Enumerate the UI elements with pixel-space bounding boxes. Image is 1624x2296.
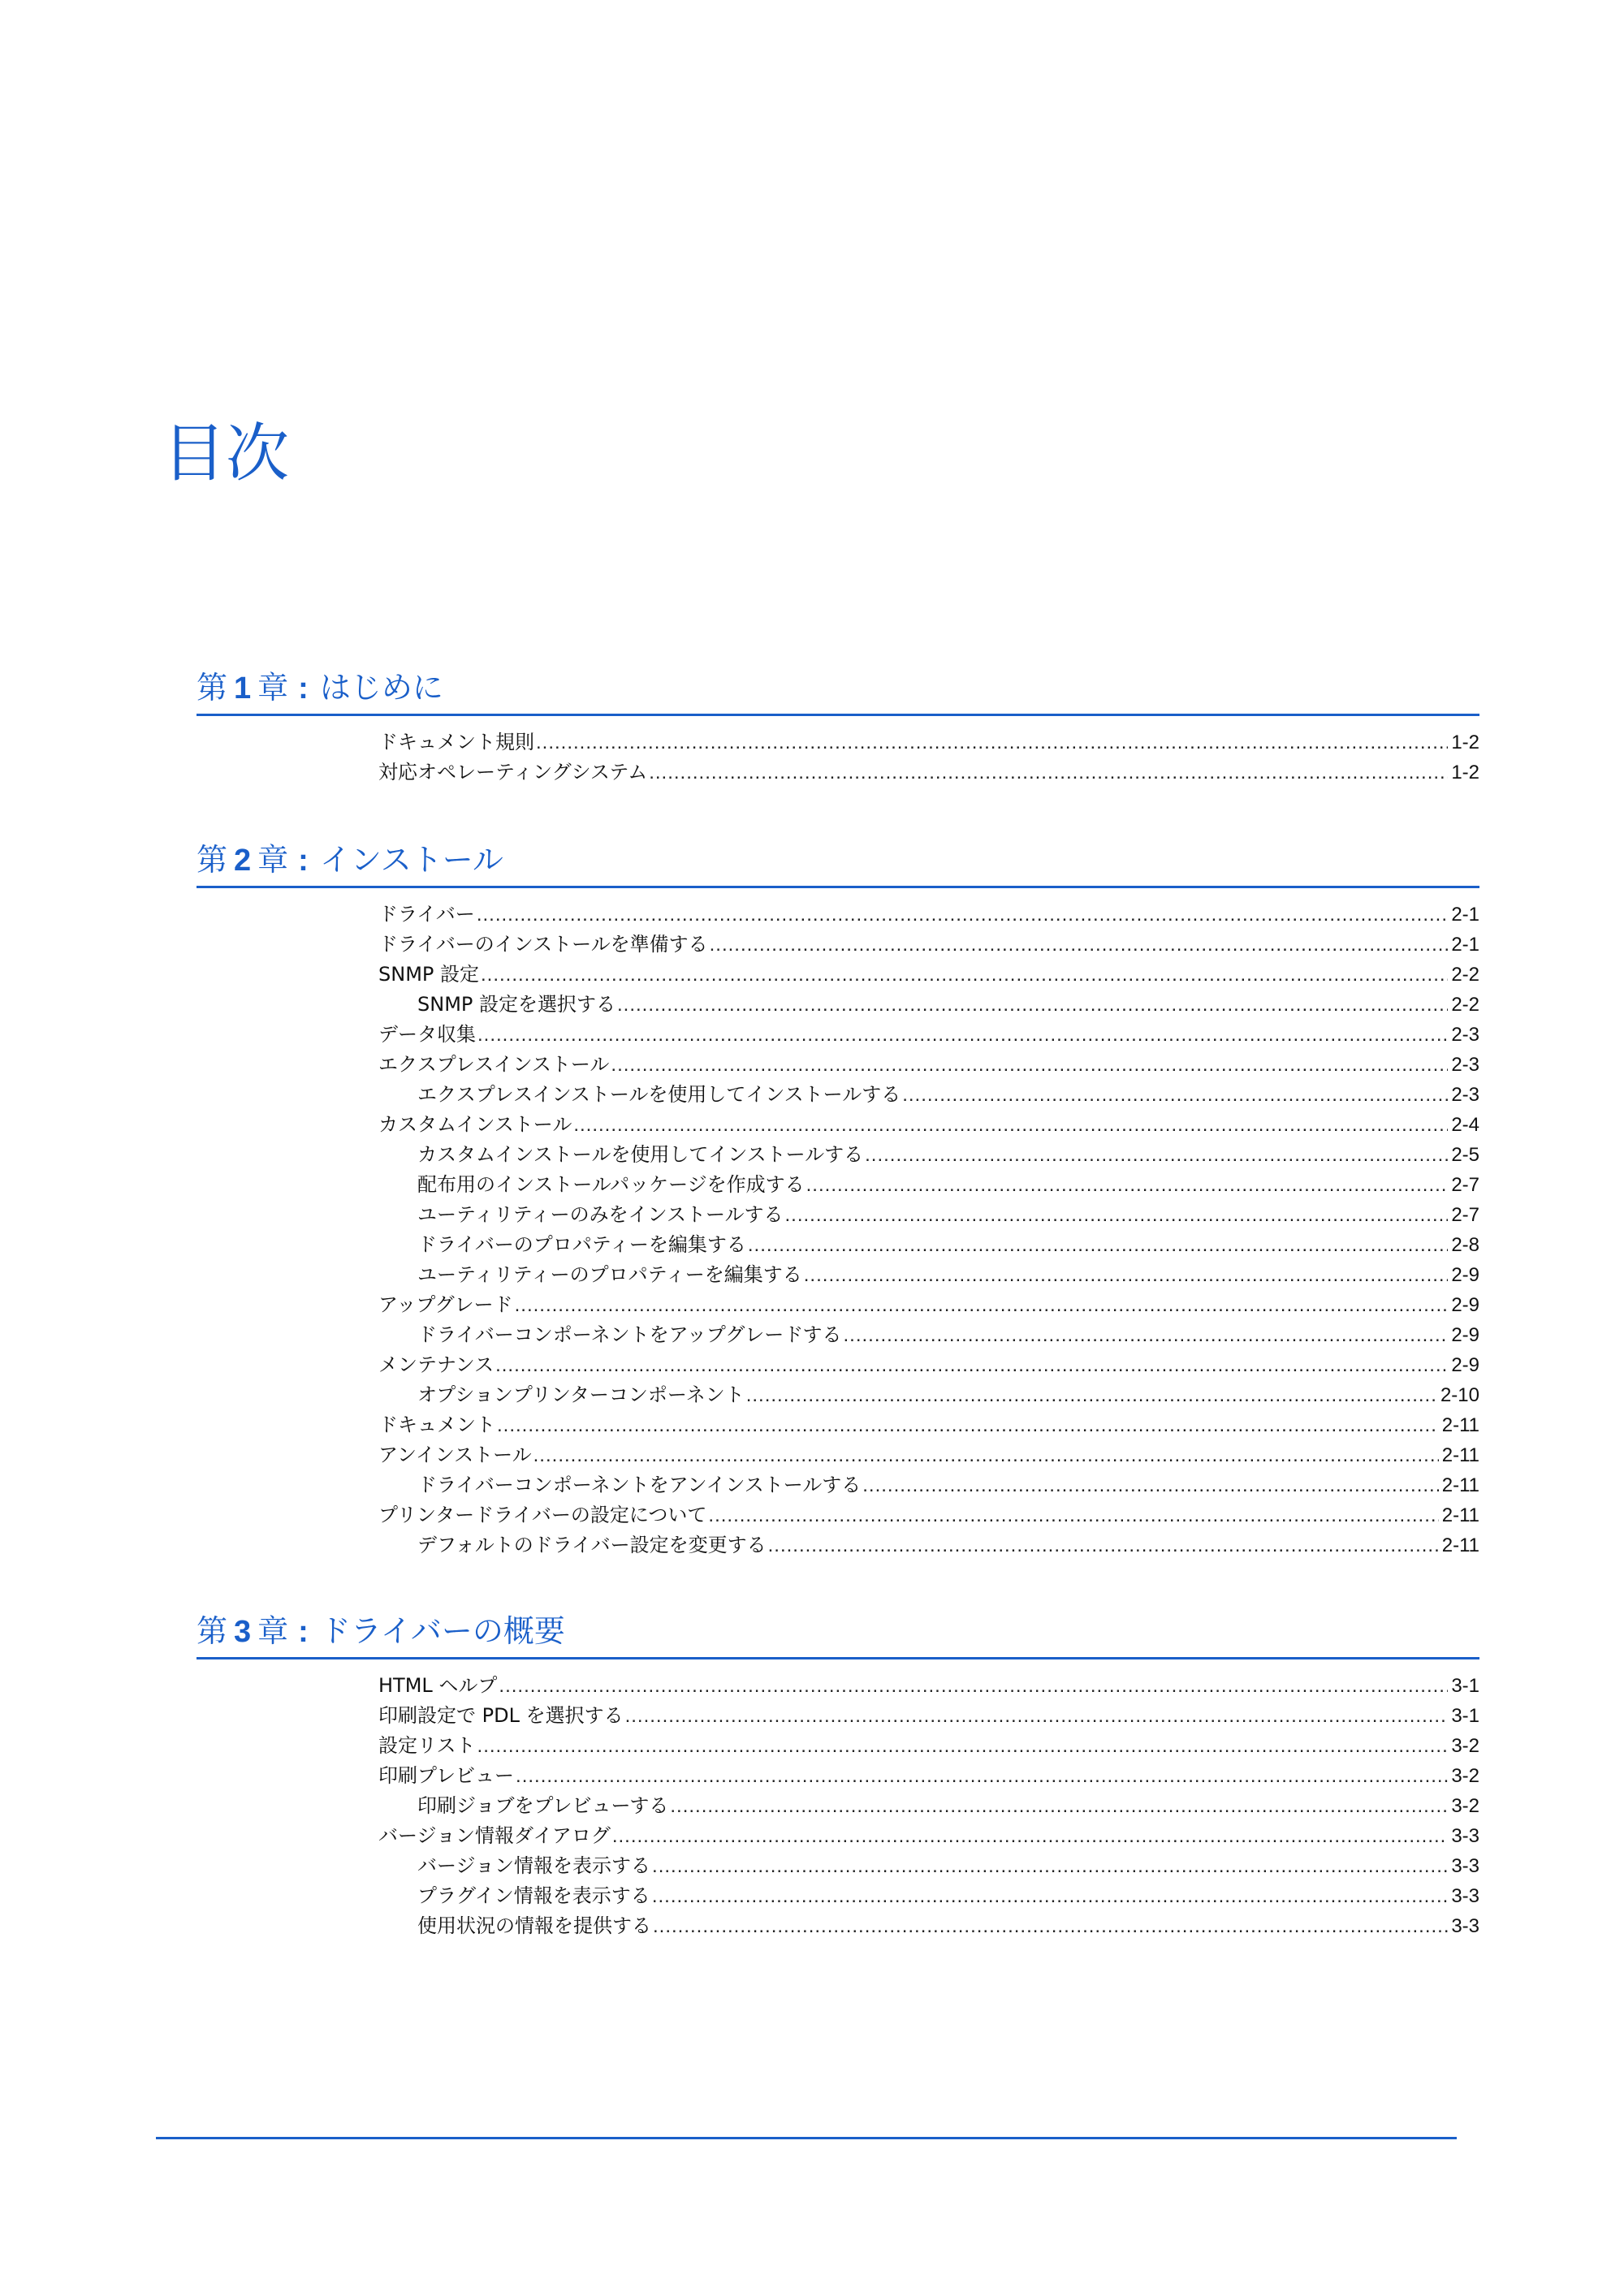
toc-entry-page-number: 2-9 [1451,1264,1479,1286]
toc-entry[interactable] [378,1500,1479,1530]
chapter-suffix: 章 [257,1613,289,1649]
toc-entry[interactable] [417,1140,1479,1170]
toc-entry-page-number: 1-2 [1451,732,1479,753]
toc-entry[interactable] [378,727,1479,757]
toc-entry-label: ユーティリティーのプロパティーを編集する [417,1263,802,1286]
toc-entry[interactable] [417,1911,1479,1941]
toc-entry[interactable] [378,1290,1479,1320]
toc-entry[interactable] [378,1440,1479,1470]
toc-entry-page-number: 2-11 [1441,1534,1479,1556]
toc-entry-label: 使用状況の情報を提供する [417,1914,651,1937]
toc-entry-label: カスタムインストール [378,1113,572,1136]
toc-entry-label: 印刷設定で PDL を選択する [378,1704,624,1727]
toc-entry[interactable] [417,1470,1479,1500]
toc-entry-page-number: 2-9 [1451,1354,1479,1376]
dot-leader [497,1410,1439,1440]
toc-entry-page-number: 2-1 [1451,904,1479,926]
dot-leader [495,1350,1448,1380]
dot-leader [481,960,1448,990]
toc-entry-page-number: 3-2 [1451,1795,1479,1817]
toc-entry-label: アンインストール [378,1444,532,1466]
dot-leader [649,757,1448,788]
dot-leader [843,1320,1448,1350]
dot-leader [612,1821,1448,1851]
toc-entry-label: ユーティリティーのみをインストールする [417,1203,784,1226]
dot-leader [748,1230,1448,1260]
toc-entry-page-number: 3-1 [1451,1675,1479,1697]
toc-entry-label: デフォルトのドライバー設定を変更する [417,1534,767,1556]
toc-entry-page-number: 2-3 [1451,1054,1479,1076]
dot-leader [533,1440,1439,1470]
toc-entry[interactable] [378,1050,1479,1080]
toc-entry[interactable] [378,900,1479,930]
toc-entry[interactable] [378,1761,1479,1791]
toc-entry[interactable] [417,1530,1479,1560]
toc-entry-label: ドキュメント [378,1413,495,1436]
toc-entry[interactable] [417,1200,1479,1230]
dot-leader [499,1671,1448,1701]
toc-entry-label: エクスプレスインストール [378,1053,610,1076]
page-title: 目次 [162,417,290,490]
toc-entry-page-number: 2-2 [1451,994,1479,1016]
toc-entry-page-number: 3-3 [1451,1915,1479,1937]
toc-entry-page-number: 2-7 [1451,1204,1479,1226]
toc-entry-label: エクスプレスインストールを使用してインストールする [417,1083,901,1106]
toc-entry-label: ドライバーコンポーネントをアンインストールする [417,1474,862,1496]
toc-entry-page-number: 2-10 [1440,1384,1479,1406]
toc-entry[interactable] [417,1230,1479,1260]
toc-entry-page-number: 2-7 [1451,1174,1479,1196]
toc-entry-label: 設定リスト [378,1734,476,1757]
toc-entry-page-number: 2-11 [1441,1504,1479,1526]
toc-entry[interactable] [378,1821,1479,1851]
toc-entry[interactable] [378,1020,1479,1050]
toc-entry[interactable] [378,1731,1479,1761]
chapter-heading[interactable] [197,672,1479,716]
toc-entry-page-number: 2-2 [1451,964,1479,986]
chapter-prefix: 第 [197,670,228,706]
toc-entry-label: ドライバーコンポーネントをアップグレードする [417,1323,842,1346]
toc-entry[interactable] [378,1110,1479,1140]
chapter-heading[interactable] [197,1613,1479,1659]
dot-leader [536,727,1448,757]
chapter-3-section [197,1613,1479,1941]
toc-entry-page-number: 2-8 [1451,1234,1479,1256]
toc-entry-label: メンテナンス [378,1353,495,1376]
toc-entry-page-number: 2-4 [1451,1114,1479,1136]
dot-leader [865,1140,1448,1170]
dot-leader [611,1050,1448,1080]
toc-entry[interactable] [417,1170,1479,1200]
chapter-prefix: 第 [197,842,228,878]
chapter-number: 2 [234,844,252,878]
dot-leader [902,1080,1448,1110]
dot-leader [784,1200,1448,1230]
chapter-suffix: 章 [257,842,289,878]
dot-leader [477,900,1449,930]
toc-entry-page-number: 2-5 [1451,1144,1479,1166]
toc-entry-page-number: 2-3 [1451,1024,1479,1046]
toc-entry-page-number: 3-2 [1451,1765,1479,1787]
chapter-colon: : [298,1615,309,1649]
chapter-colon: : [298,844,309,878]
toc-entry-label: ドキュメント規則 [378,731,534,753]
dot-leader [746,1380,1437,1410]
dot-leader [516,1761,1448,1791]
toc-entry-page-number: 3-2 [1451,1735,1479,1757]
toc-entry-label: SNMP 設定を選択する [417,993,615,1016]
toc-entry-label: SNMP 設定 [378,963,479,986]
toc-entry-label: 印刷ジョブをプレビューする [417,1794,669,1817]
toc-entry[interactable] [417,1851,1479,1881]
toc-entry-page-number: 3-1 [1451,1705,1479,1727]
toc-entry-list [197,716,1479,788]
chapter-title: インストール [319,842,503,878]
toc-entry-label: プラグイン情報を表示する [417,1884,650,1907]
chapter-2-section [197,844,1479,1560]
toc-entry-page-number: 3-3 [1451,1825,1479,1847]
toc-entry-page-number: 2-11 [1441,1444,1479,1466]
toc-entry[interactable] [378,1350,1479,1380]
toc-entry[interactable] [417,1320,1479,1350]
toc-entry-list [197,888,1479,1560]
dot-leader [652,1851,1448,1881]
toc-entry[interactable] [378,930,1479,960]
toc-entry-page-number: 2-9 [1451,1294,1479,1316]
toc-entry-page-number: 3-3 [1451,1885,1479,1907]
toc-entry[interactable] [378,1701,1479,1731]
toc-entry-page-number: 2-11 [1441,1474,1479,1496]
toc-entry[interactable] [378,960,1479,990]
toc-entry-page-number: 1-2 [1451,762,1479,783]
dot-leader [653,1911,1448,1941]
toc-entry[interactable] [417,1881,1479,1911]
toc-entry-label: アップグレード [378,1293,513,1316]
dot-leader [515,1290,1449,1320]
toc-entry[interactable] [417,1260,1479,1290]
dot-leader [573,1110,1448,1140]
dot-leader [477,1020,1448,1050]
toc-entry-label: HTML ヘルプ [378,1674,498,1697]
toc-entry-label: データ収集 [378,1023,476,1046]
dot-leader [477,1731,1449,1761]
dot-leader [710,930,1449,960]
toc-entry-label: バージョン情報ダイアログ [378,1824,611,1847]
toc-entry-label: バージョン情報を表示する [417,1854,651,1877]
toc-entry[interactable] [378,757,1479,788]
toc-entry[interactable] [417,1080,1479,1110]
chapter-title: ドライバーの概要 [319,1613,565,1649]
toc-entry[interactable] [417,1380,1479,1410]
toc-entry-label: 印刷プレビュー [378,1764,515,1787]
dot-leader [862,1470,1438,1500]
dot-leader [617,990,1448,1020]
footer-rule [156,2137,1457,2139]
toc-entry-label: ドライバー [378,903,475,926]
chapter-number: 3 [234,1615,252,1649]
toc-entry[interactable] [417,990,1479,1020]
toc-entry-page-number: 2-11 [1441,1414,1479,1436]
toc-entry-page-number: 2-9 [1451,1324,1479,1346]
chapter-1-section [197,672,1479,788]
toc-entry-label: プリンタードライバーの設定について [378,1504,707,1526]
chapter-number: 1 [234,671,252,706]
dot-leader [708,1500,1438,1530]
chapter-heading[interactable] [197,844,1479,888]
toc-entry-list [197,1659,1479,1941]
chapter-colon: : [298,671,309,706]
toc-entry-page-number: 2-1 [1451,934,1479,956]
toc-entry-label: 対応オペレーティングシステム [378,761,648,783]
toc-entry-label: ドライバーのプロパティーを編集する [417,1233,746,1256]
dot-leader [804,1260,1449,1290]
toc-entry-label: 配布用のインストールパッケージを作成する [417,1173,805,1196]
dot-leader [670,1791,1448,1821]
toc-entry[interactable] [417,1791,1479,1821]
dot-leader [806,1170,1449,1200]
toc-entry-label: ドライバーのインストールを準備する [378,933,708,956]
toc-entry-page-number: 3-3 [1451,1855,1479,1877]
chapter-prefix: 第 [197,1613,228,1649]
toc-entry[interactable] [378,1410,1479,1440]
toc-entry-label: オプションプリンターコンポーネント [417,1383,745,1406]
toc-entry-label: カスタムインストールを使用してインストールする [417,1143,864,1166]
dot-leader [768,1530,1439,1560]
toc-entry[interactable] [378,1671,1479,1701]
dot-leader [625,1701,1449,1731]
toc-entry-page-number: 2-3 [1451,1084,1479,1106]
chapter-suffix: 章 [257,670,289,706]
chapter-title: はじめに [319,670,443,706]
dot-leader [652,1881,1449,1911]
